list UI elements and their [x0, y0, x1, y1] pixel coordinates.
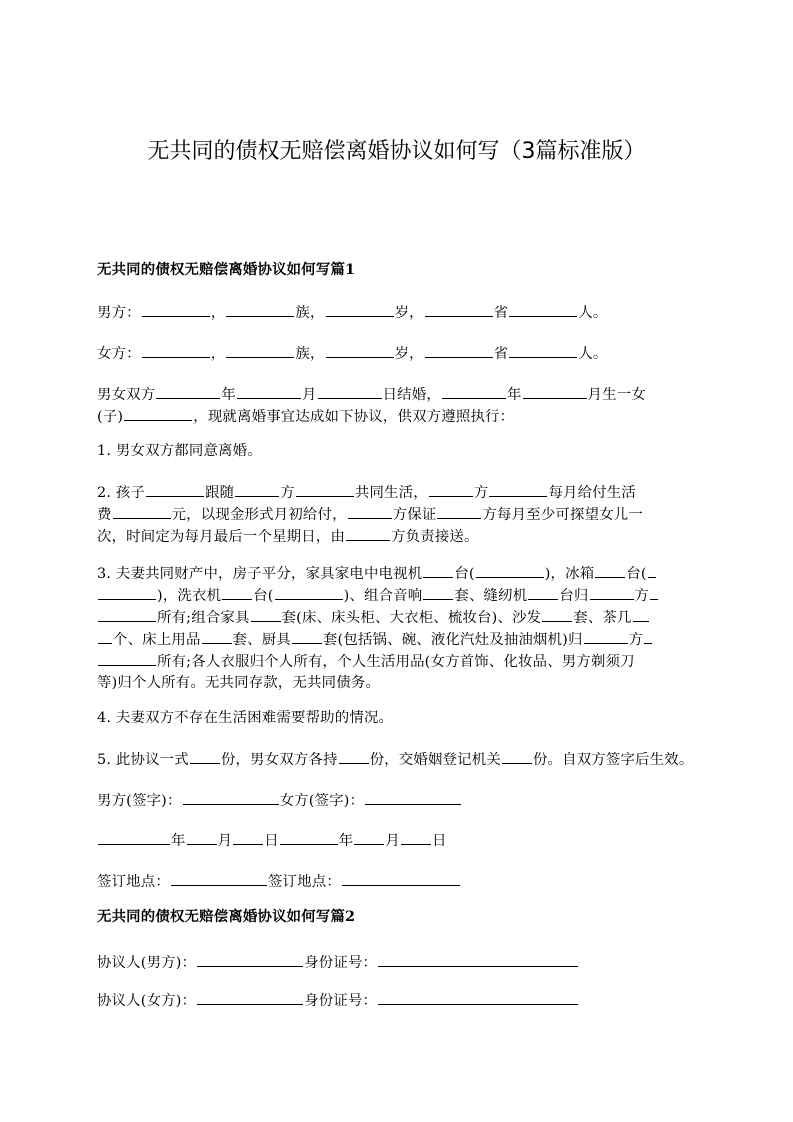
item-3-line-5: [97, 650, 699, 673]
text: 日结婚，: [382, 387, 441, 403]
blank: [476, 562, 544, 578]
female-info-line: [97, 342, 699, 365]
text: 跟随: [205, 485, 235, 501]
blank: [275, 584, 343, 600]
blank: [423, 562, 453, 578]
text: 年: [221, 387, 236, 403]
text: 年: [506, 387, 522, 403]
text: 3. 夫妻共同财产中，房子平分，家具家电中电视机: [97, 566, 423, 582]
blank: [124, 405, 192, 421]
place-blank: [342, 870, 460, 886]
item-2-line-1: [97, 481, 699, 504]
text: )、组合音响: [343, 588, 423, 604]
female-sign-label: 女方(签字)：: [279, 793, 365, 809]
year-blank: [280, 829, 338, 845]
marriage-line-2: [97, 405, 699, 428]
blank: [633, 606, 649, 622]
text: 元，以现金形式月初给付，: [171, 507, 347, 523]
day-blank: [233, 829, 263, 845]
place-blank: [171, 870, 267, 886]
item-4: 4. 夫妻双方不存在生活困难需要帮助的情况。: [97, 710, 394, 726]
item-3-line-6: 等)归个人所有。无共同存款，无共同债务。: [97, 675, 381, 691]
text: 台(: [626, 566, 647, 582]
text: 每月给付生活: [548, 485, 636, 501]
blank: [237, 383, 301, 399]
separator: ，: [210, 346, 226, 362]
party-label: 协议人(女方)：: [97, 993, 197, 1009]
signature-line: [97, 789, 699, 812]
text: )，冰箱: [544, 566, 595, 582]
place-label: 签订地点：: [97, 874, 170, 890]
text: 方: [634, 588, 650, 604]
text: 次，时间定为每月最后一个星期日，由: [97, 529, 346, 545]
blank: [251, 606, 281, 622]
item-2-line-2: [97, 503, 699, 526]
name-blank: [197, 951, 303, 967]
blank: [644, 628, 652, 644]
native-blank: [509, 301, 577, 317]
text: 套(床、床头柜、大衣柜、梳妆台)、沙发: [281, 610, 542, 626]
id-label: 身份证号：: [304, 955, 378, 971]
section-heading: 无共同的债权无赔偿离婚协议如何写篇2: [97, 908, 356, 925]
item-3-line-1: [97, 562, 699, 585]
item-3-line-2: [97, 584, 699, 607]
name-blank: [142, 301, 210, 317]
blank: [528, 584, 558, 600]
blank: [339, 748, 369, 764]
text: (子): [97, 409, 124, 425]
text: 月: [301, 387, 317, 403]
native-text: 人。: [578, 346, 608, 362]
text: ，现就离婚事宜达成如下协议，供双方遵照执行：: [193, 409, 515, 425]
marriage-line-1: [97, 383, 699, 406]
text: 所有;组合家具: [157, 610, 250, 626]
ethnic-blank: [226, 342, 294, 358]
text: 份。自双方签字后生效。: [532, 752, 694, 768]
text: 套(包括锅、碗、液化汽灶及抽油烟机)归: [322, 632, 583, 648]
blank: [437, 503, 481, 519]
text: 共同生活，: [354, 485, 428, 501]
text: 台归: [559, 588, 589, 604]
text: 5. 此协议一式: [97, 752, 189, 768]
blank: [202, 628, 232, 644]
ethnic-text: 族，: [295, 346, 325, 362]
blank: [650, 584, 658, 600]
id-blank: [378, 951, 578, 967]
blank: [489, 481, 547, 497]
female-sign-blank: [365, 789, 461, 805]
blank: [502, 748, 532, 764]
female-label: 女方：: [97, 346, 141, 362]
province-text: 省: [493, 346, 509, 362]
male-sign-label: 男方(签字)：: [97, 793, 182, 809]
text: 方: [628, 632, 644, 648]
separator: ，: [210, 305, 226, 321]
text: 月生一女: [587, 387, 646, 403]
text: )，洗衣机: [157, 588, 222, 604]
blank: [346, 525, 390, 541]
place-line: [97, 870, 699, 893]
text: 月: [217, 833, 233, 849]
name-blank: [142, 342, 210, 358]
item-3-line-3: [97, 606, 699, 629]
male-info-line: [97, 301, 699, 324]
text: 方保证: [392, 507, 437, 523]
native-text: 人。: [578, 305, 608, 321]
text: 日: [264, 833, 279, 849]
text: 方: [280, 485, 295, 501]
party-label: 协议人(男方)：: [97, 955, 197, 971]
day-blank: [401, 829, 431, 845]
text: 套、厨具: [232, 632, 291, 648]
age-text: 岁，: [394, 305, 424, 321]
text: 台(: [253, 588, 274, 604]
month-blank: [187, 829, 217, 845]
blank: [584, 628, 628, 644]
ethnic-text: 族，: [295, 305, 325, 321]
blank: [146, 481, 204, 497]
item-2-line-3: [97, 525, 699, 548]
blank: [523, 383, 587, 399]
blank: [296, 481, 354, 497]
blank: [98, 628, 112, 644]
text: 个、床上用品: [113, 632, 201, 648]
text: 套、茶几: [573, 610, 632, 626]
text: 男女双方: [97, 387, 156, 403]
item-3-line-4: [97, 628, 699, 651]
blank: [542, 606, 572, 622]
blank: [235, 481, 279, 497]
section-heading: 无共同的债权无赔偿离婚协议如何写篇1: [97, 261, 356, 278]
blank: [156, 383, 220, 399]
date-line: [97, 829, 699, 852]
province-blank: [425, 301, 493, 317]
item-1: 1. 男女双方都同意离婚。: [97, 443, 262, 459]
text: 日: [431, 833, 447, 849]
province-blank: [425, 342, 493, 358]
id-blank: [378, 989, 578, 1005]
blank: [222, 584, 252, 600]
text: 月: [385, 833, 400, 849]
blank: [442, 383, 506, 399]
month-blank: [354, 829, 384, 845]
text: 2. 孩子: [97, 485, 146, 501]
blank: [429, 481, 473, 497]
text: 方: [473, 485, 489, 501]
age-blank: [326, 301, 394, 317]
document-title: 无共同的债权无赔偿离婚协议如何写（3篇标准版）: [147, 139, 646, 164]
text: 台(: [454, 566, 475, 582]
age-text: 岁，: [394, 346, 424, 362]
item-5: [97, 748, 699, 771]
text: 年: [171, 833, 186, 849]
ethnic-blank: [226, 301, 294, 317]
blank: [98, 606, 156, 622]
blank: [595, 562, 625, 578]
blank: [98, 584, 156, 600]
province-text: 省: [493, 305, 509, 321]
text: 费: [97, 507, 112, 523]
year-blank: [98, 829, 170, 845]
native-blank: [509, 342, 577, 358]
blank: [318, 383, 382, 399]
blank: [292, 628, 322, 644]
blank: [348, 503, 392, 519]
text: 份，男女双方各持: [220, 752, 338, 768]
place-label: 签订地点：: [267, 874, 341, 890]
blank: [190, 748, 220, 764]
name-blank: [197, 989, 303, 1005]
blank: [113, 503, 171, 519]
blank: [648, 562, 656, 578]
party-male-line: [97, 951, 699, 974]
id-label: 身份证号：: [304, 993, 378, 1009]
text: 份，交婚姻登记机关: [369, 752, 501, 768]
text: 方每月至少可探望女儿一: [482, 507, 643, 523]
age-blank: [326, 342, 394, 358]
male-sign-blank: [183, 789, 279, 805]
party-female-line: [97, 989, 699, 1012]
text: 套、缝纫机: [454, 588, 528, 604]
blank: [590, 584, 634, 600]
text: 所有;各人衣服归个人所有，个人生活用品(女方首饰、化妆品、男方剃须刀: [157, 654, 635, 670]
blank: [423, 584, 453, 600]
text: 方负责接送。: [391, 529, 479, 545]
male-label: 男方：: [97, 305, 141, 321]
blank: [98, 650, 156, 666]
text: 年: [338, 833, 354, 849]
